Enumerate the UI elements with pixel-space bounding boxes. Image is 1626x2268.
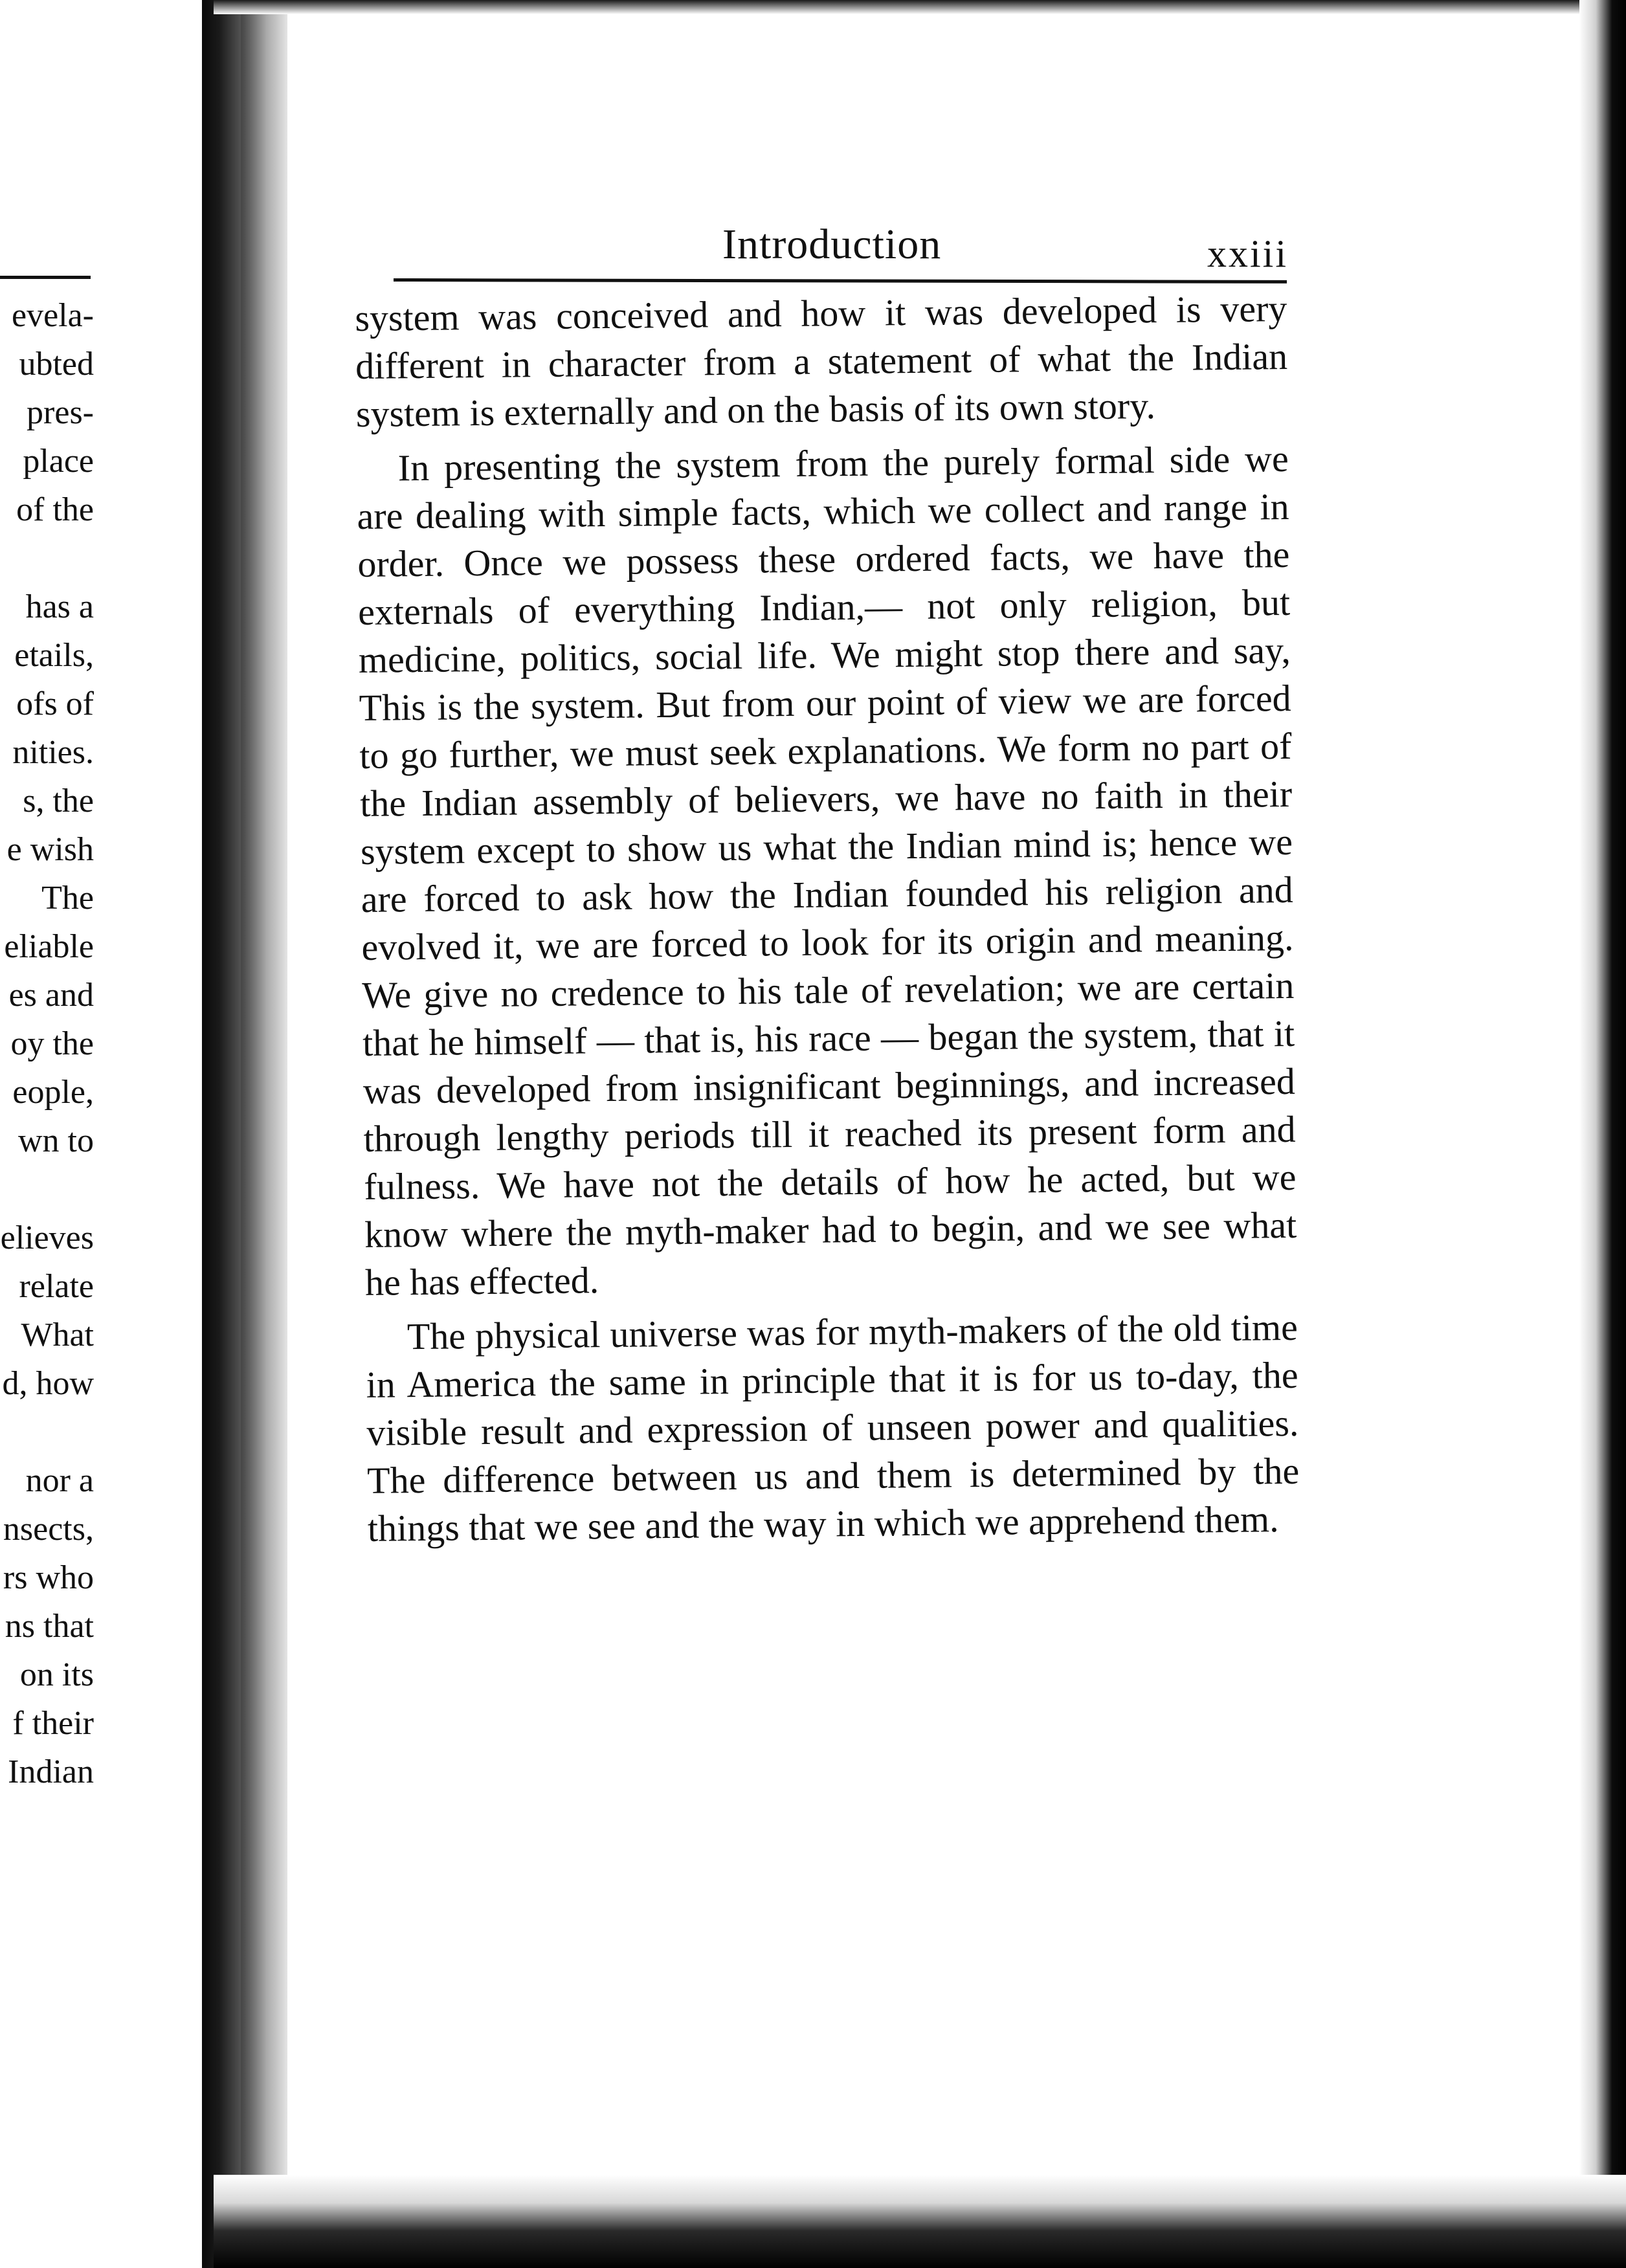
left-page-rule <box>0 276 91 279</box>
body-text <box>355 285 1300 1553</box>
left-line: ns that <box>5 1608 94 1645</box>
left-line: nsects, <box>3 1511 94 1548</box>
left-line: evela- <box>11 297 94 334</box>
top-page-edge <box>214 0 1626 14</box>
left-line: pres- <box>27 394 94 431</box>
left-line: eliable <box>4 928 94 965</box>
left-line: on its <box>19 1656 94 1693</box>
left-line: nor a <box>25 1462 94 1499</box>
left-line-blank <box>1 534 94 583</box>
left-line: of the <box>16 491 94 528</box>
left-line: e wish <box>6 831 94 868</box>
left-line: The <box>41 880 94 917</box>
paragraph: system was conceived and how it was developed is very different in character from a statement of what the Indian system is externally and on the basis of its own story. <box>355 287 1288 435</box>
paragraph: The physical universe was for myth-makers of the old time in America the same in principle that it is for us to-day, the visible result and expression of unseen power and qualities. The difference between us and them is determined by the things that we see and the way in which we apprehend them. <box>366 1306 1300 1550</box>
left-line: f their <box>12 1705 94 1742</box>
left-line: rs who <box>3 1559 94 1596</box>
left-line: es and <box>8 977 94 1014</box>
gutter-shadow <box>241 0 267 2268</box>
left-line: What <box>21 1317 94 1353</box>
left-line-blank <box>1 1408 94 1456</box>
left-line-blank <box>1 1165 94 1214</box>
left-line: relate <box>19 1268 94 1305</box>
running-head-title: Introduction <box>722 221 942 268</box>
left-line: ofs of <box>16 685 94 722</box>
left-line: nities. <box>12 734 94 771</box>
left-facing-page <box>0 0 223 2268</box>
left-line: ubted <box>19 346 94 383</box>
left-line: eople, <box>12 1074 94 1111</box>
left-line: etails, <box>14 637 94 674</box>
left-line: d, how <box>2 1365 94 1402</box>
left-page-text <box>1 291 94 1796</box>
bottom-page-edge <box>214 2175 1626 2268</box>
left-line: has a <box>25 588 94 625</box>
left-line: s, the <box>23 783 94 819</box>
left-line: elieves <box>0 1219 94 1256</box>
left-line: wn to <box>18 1122 94 1159</box>
running-head <box>388 208 1288 273</box>
left-line: Indian <box>8 1753 94 1790</box>
paragraph: In presenting the system from the purely formal side we are dealing with simple facts, which we collect and range in order. Once we possess these ordered facts, we have the externals of everything Indian,— not only religion, but medicine, politics, social life. We might stop there and say, This is the system. But from our point of view we are forced to go further, we must seek explanations. We form no part of the Indian assembly of believers, we have no faith in their system except to show us what the Indian mind is; hence we are forced to ask how the Indian founded his religion and evolved it, we are forced to look for its origin and meaning. We give no credence to his tale of revelation; we are certain that he himself — that is, his race — began the system, that it was developed from insignificant beginnings, and increased through lengthy periods till it reached its present form and fulness. We have not the details of how he acted, but we know where the myth-maker had to begin, and we see what he has effected. <box>357 437 1297 1304</box>
page-number: xxiii <box>1207 232 1288 275</box>
left-line: place <box>23 443 94 480</box>
right-page-edge <box>1579 0 1626 2268</box>
left-line: oy the <box>10 1025 94 1062</box>
